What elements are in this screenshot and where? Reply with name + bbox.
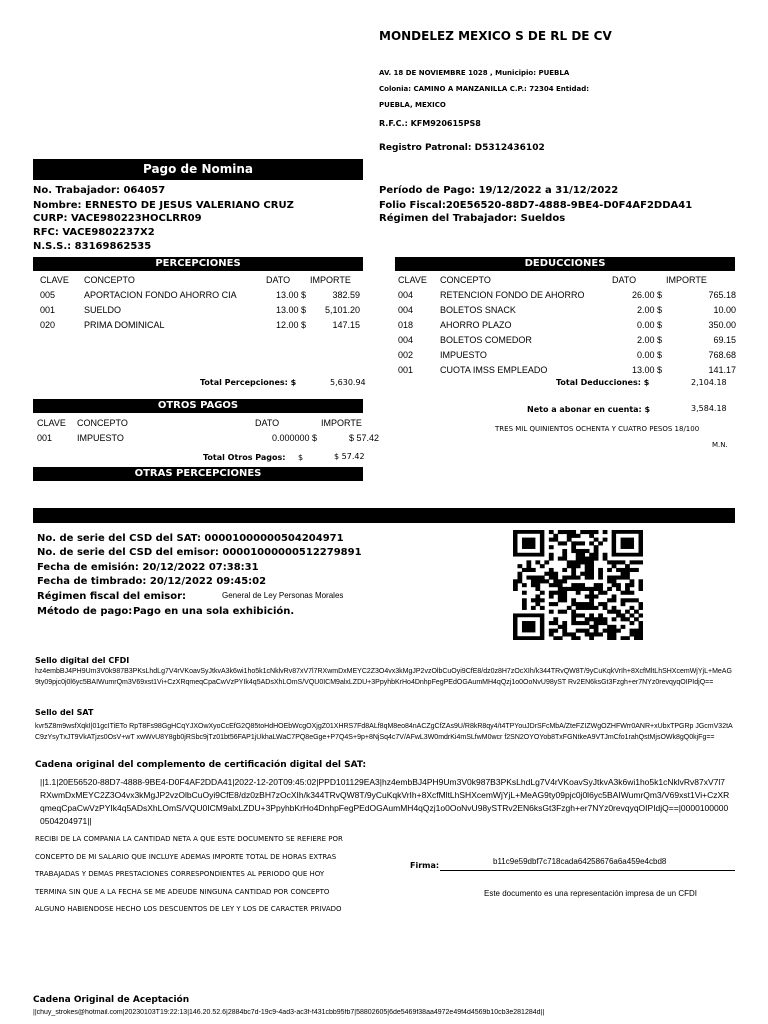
cell-concepto: SUELDO (84, 305, 122, 315)
cell-concepto: PRIMA DOMINICAL (84, 320, 165, 330)
recibi-line: CONCEPTO DE MI SALARIO QUE INCLUYE ADEMAS IMPORTE TOTAL DE HORAS EXTRAS (35, 852, 337, 861)
table-row (38, 318, 362, 333)
aceptacion-text: ||chuy_strokes@hotmail.com|20230103T19:22:13|146.20.52.6|2884bc7d-19c9-4ad3-ac3f-f431cbb95fb7|58802605|6de5469f38aa4972e49f4d4569b10cb3e281284d|| (33, 1009, 545, 1016)
cell-clave: 002 (398, 350, 414, 360)
cell-concepto: AHORRO PLAZO (440, 320, 512, 330)
table-row (396, 303, 738, 318)
deducciones-bar: DEDUCCIONES (395, 257, 735, 271)
table-row (38, 288, 362, 303)
worker-nss: N.S.S.: 83169862535 (33, 241, 152, 252)
cell-dato: 2.00 $ (636, 305, 662, 315)
cell-concepto: IMPUESTO (440, 350, 487, 360)
table-row (396, 288, 738, 303)
worker-numero: No. Trabajador: 064057 (33, 185, 166, 196)
cell-importe: 141.17 (708, 365, 736, 375)
percepciones-bar: PERCEPCIONES (33, 257, 363, 271)
cell-importe: 768.68 (708, 350, 736, 360)
cell-dato: 13.00 $ (631, 365, 662, 375)
cell-importe: 5,101.20 (324, 305, 360, 315)
representacion-text: Este documento es una representación impresa de un CFDI (484, 889, 698, 898)
header-dato: DATO (612, 275, 637, 285)
total-otros-pagos-label: Total Otros Pagos: (203, 453, 286, 462)
folio-fiscal: Folio Fiscal:20E56520-88D7-4888-9BE4-D0F4AF2DDA41 (379, 200, 693, 211)
header-clave: CLAVE (398, 275, 427, 285)
company-name: MONDELEZ MEXICO S DE RL DE CV (379, 29, 612, 43)
company-address-1: AV. 18 DE NOVIEMBRE 1028 , Municipio: PUEBLA (379, 69, 570, 77)
company-rfc: R.F.C.: KFM920615PS8 (379, 119, 481, 128)
total-otros-pagos-currency: $ (298, 453, 304, 462)
header-concepto: CONCEPTO (440, 275, 491, 285)
neto-value: 3,584.18 (691, 404, 727, 413)
table-header (35, 416, 381, 431)
total-deducciones-label: Total Deducciones: $ (556, 378, 650, 387)
table-row (396, 318, 738, 333)
header-dato: DATO (266, 275, 291, 285)
cell-dato: 0.00 $ (636, 350, 662, 360)
header-clave: CLAVE (37, 418, 66, 428)
cell-concepto: BOLETOS COMEDOR (440, 335, 532, 345)
cell-dato: 13.00 $ (275, 290, 306, 300)
recibi-line: RECIBI DE LA COMPANIA LA CANTIDAD NETA A QUE ESTE DOCUMENTO SE REFIERE POR (35, 835, 343, 843)
worker-rfc: RFC: VACE9802237X2 (33, 227, 155, 238)
cell-dato: 0.000000 $ (271, 433, 317, 443)
deducciones-table (396, 273, 738, 378)
cell-clave: 001 (40, 305, 56, 315)
fecha-emision: Fecha de emisión: 20/12/2022 07:38:31 (37, 562, 259, 573)
cell-clave: 005 (40, 290, 56, 300)
cell-dato: 0.00 $ (636, 320, 662, 330)
cell-clave: 004 (398, 305, 414, 315)
regimen-fiscal-value: General de Ley Personas Morales (222, 591, 344, 600)
worker-curp: CURP: VACE980223HOCLRR09 (33, 213, 202, 224)
sello-sat-text: kvr5Z8m9wsfXqkI|01gcITiETo RpT8Fs98GgHCqYJXOwXyoCcEfG2Q85toHdHOEbWcgOXjgZ01XHRS7Fd8ALf8qM8eo84nACZgCfZAs9U/R8kR8qy4/t4TPYouJDrSFcMbA/ZteFZIZWgOZHFWrr0ANR+xUbxTPGRp JGcmV32tAC9zYsyTxJT9VkATjzs0OsV+wT xwWvU8Y8gb0jRSbc9jTz01bt56FAP1jUkhaLWaC7PQ8eGge+P7Q4S+9p+8NjSq4c7V/AFwL3W0mdrKi4mSLfwM0wcr f2SN2OYOYob8TxFGNtkeA9VTJmCfo1rahQstMjsOWk8gQ0kjFg== (35, 723, 733, 741)
header-importe: IMPORTE (321, 418, 362, 428)
qr-code-icon (513, 530, 643, 640)
total-percepciones-label: Total Percepciones: $ (200, 378, 297, 387)
cell-clave: 001 (37, 433, 53, 443)
page-title: Pago de Nomina (33, 159, 363, 180)
cell-importe: 69.15 (713, 335, 736, 345)
cell-dato: 26.00 $ (631, 290, 662, 300)
cell-importe: 10.00 (713, 305, 736, 315)
sello-cfdi-text: hz4embBJ4PH9Um3V0k987B3PKsLhdLg7V4rVKoavSyJtkvA3k6wi1ho5k1cNklvRv87xV7l7RXwmDxMEYC2Z3O4vx3kMgJP2vzOlbCuOyi9CfE8/dz0z8H7zOcXIh/k344TRvQW8T/9yCuKqkVrIh+8XcfMltLhSHXcemWjYjL+MeAG9ty09pjc0j0l6yc5BAIWumrQm3V69xst1Vi+CzXRqmeqCpaCwVzPYIk4q5ADsXhLOmS/VQU0ICM9alxLZDU+3PpyhbKrHo4DnhpFegPEdOGAumMH4qQzj1o0OoNvU98yST Rv2EN6ksGt3Fzgh+er7NYz0revqyqOIPIdjQ== (35, 668, 732, 686)
recibi-line: ALGUNO HABIENDOSE HECHO LOS DESCUENTOS DE LEY Y LOS DE CARACTER PRIVADO (35, 905, 342, 913)
fecha-timbrado: Fecha de timbrado: 20/12/2022 09:45:02 (37, 576, 267, 587)
aceptacion-title: Cadena Original de Aceptación (33, 995, 190, 1005)
cell-clave: 004 (398, 335, 414, 345)
cell-clave: 018 (398, 320, 414, 330)
firma-value: b11c9e59dbf7c718cada64258676a6a459e4cbd8 (493, 857, 667, 866)
percepciones-table (38, 273, 362, 333)
table-row (396, 333, 738, 348)
metodo-pago-label: Método de pago: (37, 606, 133, 617)
cell-importe: 350.00 (708, 320, 736, 330)
separator-bar (33, 508, 735, 523)
table-row (396, 363, 738, 378)
header-concepto: CONCEPTO (77, 418, 128, 428)
cell-dato: 13.00 $ (275, 305, 306, 315)
cell-clave: 020 (40, 320, 56, 330)
cell-importe: 147.15 (332, 320, 360, 330)
cell-concepto: RETENCION FONDO DE AHORRO (440, 290, 585, 300)
firma-label: Firma: (410, 861, 440, 870)
cadena-title: Cadena original del complemento de certificación digital del SAT: (35, 760, 367, 770)
metodo-pago-value: Pago en una sola exhibición. (133, 606, 295, 617)
table-header (38, 273, 362, 288)
total-deducciones-value: 2,104.18 (691, 378, 727, 387)
cell-concepto: CUOTA IMSS EMPLEADO (440, 365, 548, 375)
company-address-3: PUEBLA, MEXICO (379, 101, 446, 109)
firma-line (440, 870, 735, 871)
header-concepto: CONCEPTO (84, 275, 135, 285)
cadena-text: ||1.1|20E56520-88D7-4888-9BE4-D0F4AF2DDA41|2022-12-20T09:45:02|PPD101129EA3|hz4embBJ4PH9Um3V0k987B3PKsLhdLg7V4rVKoavSyJtkvA3k6wi1ho5k1cNklvRv87xV7l7RXwmDxMEYC2Z3O4vx3kMgJP2vzOlbCuOyi9CfE8/dz0zBH7zOcXIh/k344TRvQW8T/9yCuKqkVrIh+8XcfMltLhSHXcemWjYjL+MeAG9ty09pjc0j0l6yc5BAIWumrQm3/V69xst1Vi+CzXRqmeqCpaCwVzPYIk4q5ADsXhLOmS/VQU0ICM9alxLZDU+3PpyhbKrHo4DnhpFegPEdOGAumMH4qQzj1o0OoNvU98ySTRv2EN6ksGt3Fzgh+er7NYz0revqyqOIPIdjQ==|00001000000504204971|| (40, 777, 730, 826)
recibi-block (35, 831, 343, 919)
table-row (38, 303, 362, 318)
total-percepciones-value: 5,630.94 (330, 378, 366, 387)
recibi-line: TERMINA SIN QUE A LA FECHA SE ME ADEUDE NINGUNA CANTIDAD POR CONCEPTO (35, 887, 330, 896)
otros-pagos-table (35, 416, 381, 446)
cell-concepto: BOLETOS SNACK (440, 305, 516, 315)
neto-words: TRES MIL QUINIENTOS OCHENTA Y CUATRO PESOS 18/100 (495, 425, 700, 433)
header-importe: IMPORTE (310, 275, 351, 285)
neto-label: Neto a abonar en cuenta: $ (527, 405, 651, 414)
company-registro: Registro Patronal: D5312436102 (379, 143, 545, 153)
worker-nombre: Nombre: ERNESTO DE JESUS VALERIANO CRUZ (33, 200, 294, 211)
total-otros-pagos-value: $ 57.42 (334, 452, 365, 461)
header-clave: CLAVE (40, 275, 69, 285)
table-row (35, 431, 381, 446)
cell-concepto: APORTACION FONDO AHORRO CIA (84, 290, 237, 300)
table-row (396, 348, 738, 363)
regimen-trabajador: Régimen del Trabajador: Sueldos (379, 213, 566, 224)
neto-currency: M.N. (712, 441, 728, 449)
cell-concepto: IMPUESTO (77, 433, 124, 443)
cell-clave: 004 (398, 290, 414, 300)
otras-percepciones-bar: OTRAS PERCEPCIONES (33, 467, 363, 481)
cell-clave: 001 (398, 365, 414, 375)
table-header (396, 273, 738, 288)
regimen-fiscal-label: Régimen fiscal del emisor: (37, 591, 187, 602)
cell-importe: 382.59 (332, 290, 360, 300)
header-importe: IMPORTE (666, 275, 707, 285)
cell-importe: $ 57.42 (348, 433, 379, 443)
recibi-line: TRABAJADAS Y DEMAS PRESTACIONES CORRESPONDIENTES AL PERIODO QUE HOY (35, 870, 325, 878)
period-dates: Período de Pago: 19/12/2022 a 31/12/2022 (379, 185, 619, 196)
cell-dato: 12.00 $ (275, 320, 306, 330)
sello-cfdi-title: Sello digital del CFDI (35, 656, 130, 665)
header-dato: DATO (255, 418, 280, 428)
serie-sat: No. de serie del CSD del SAT: 00001000000504204971 (37, 533, 344, 544)
cell-dato: 2.00 $ (636, 335, 662, 345)
company-address-2: Colonia: CAMINO A MANZANILLA C.P.: 72304 Entidad: (379, 85, 590, 93)
serie-emisor: No. de serie del CSD del emisor: 00001000000512279891 (37, 547, 362, 558)
cell-importe: 765.18 (708, 290, 736, 300)
otros-pagos-bar: OTROS PAGOS (33, 399, 363, 413)
sello-sat-title: Sello del SAT (35, 708, 94, 717)
